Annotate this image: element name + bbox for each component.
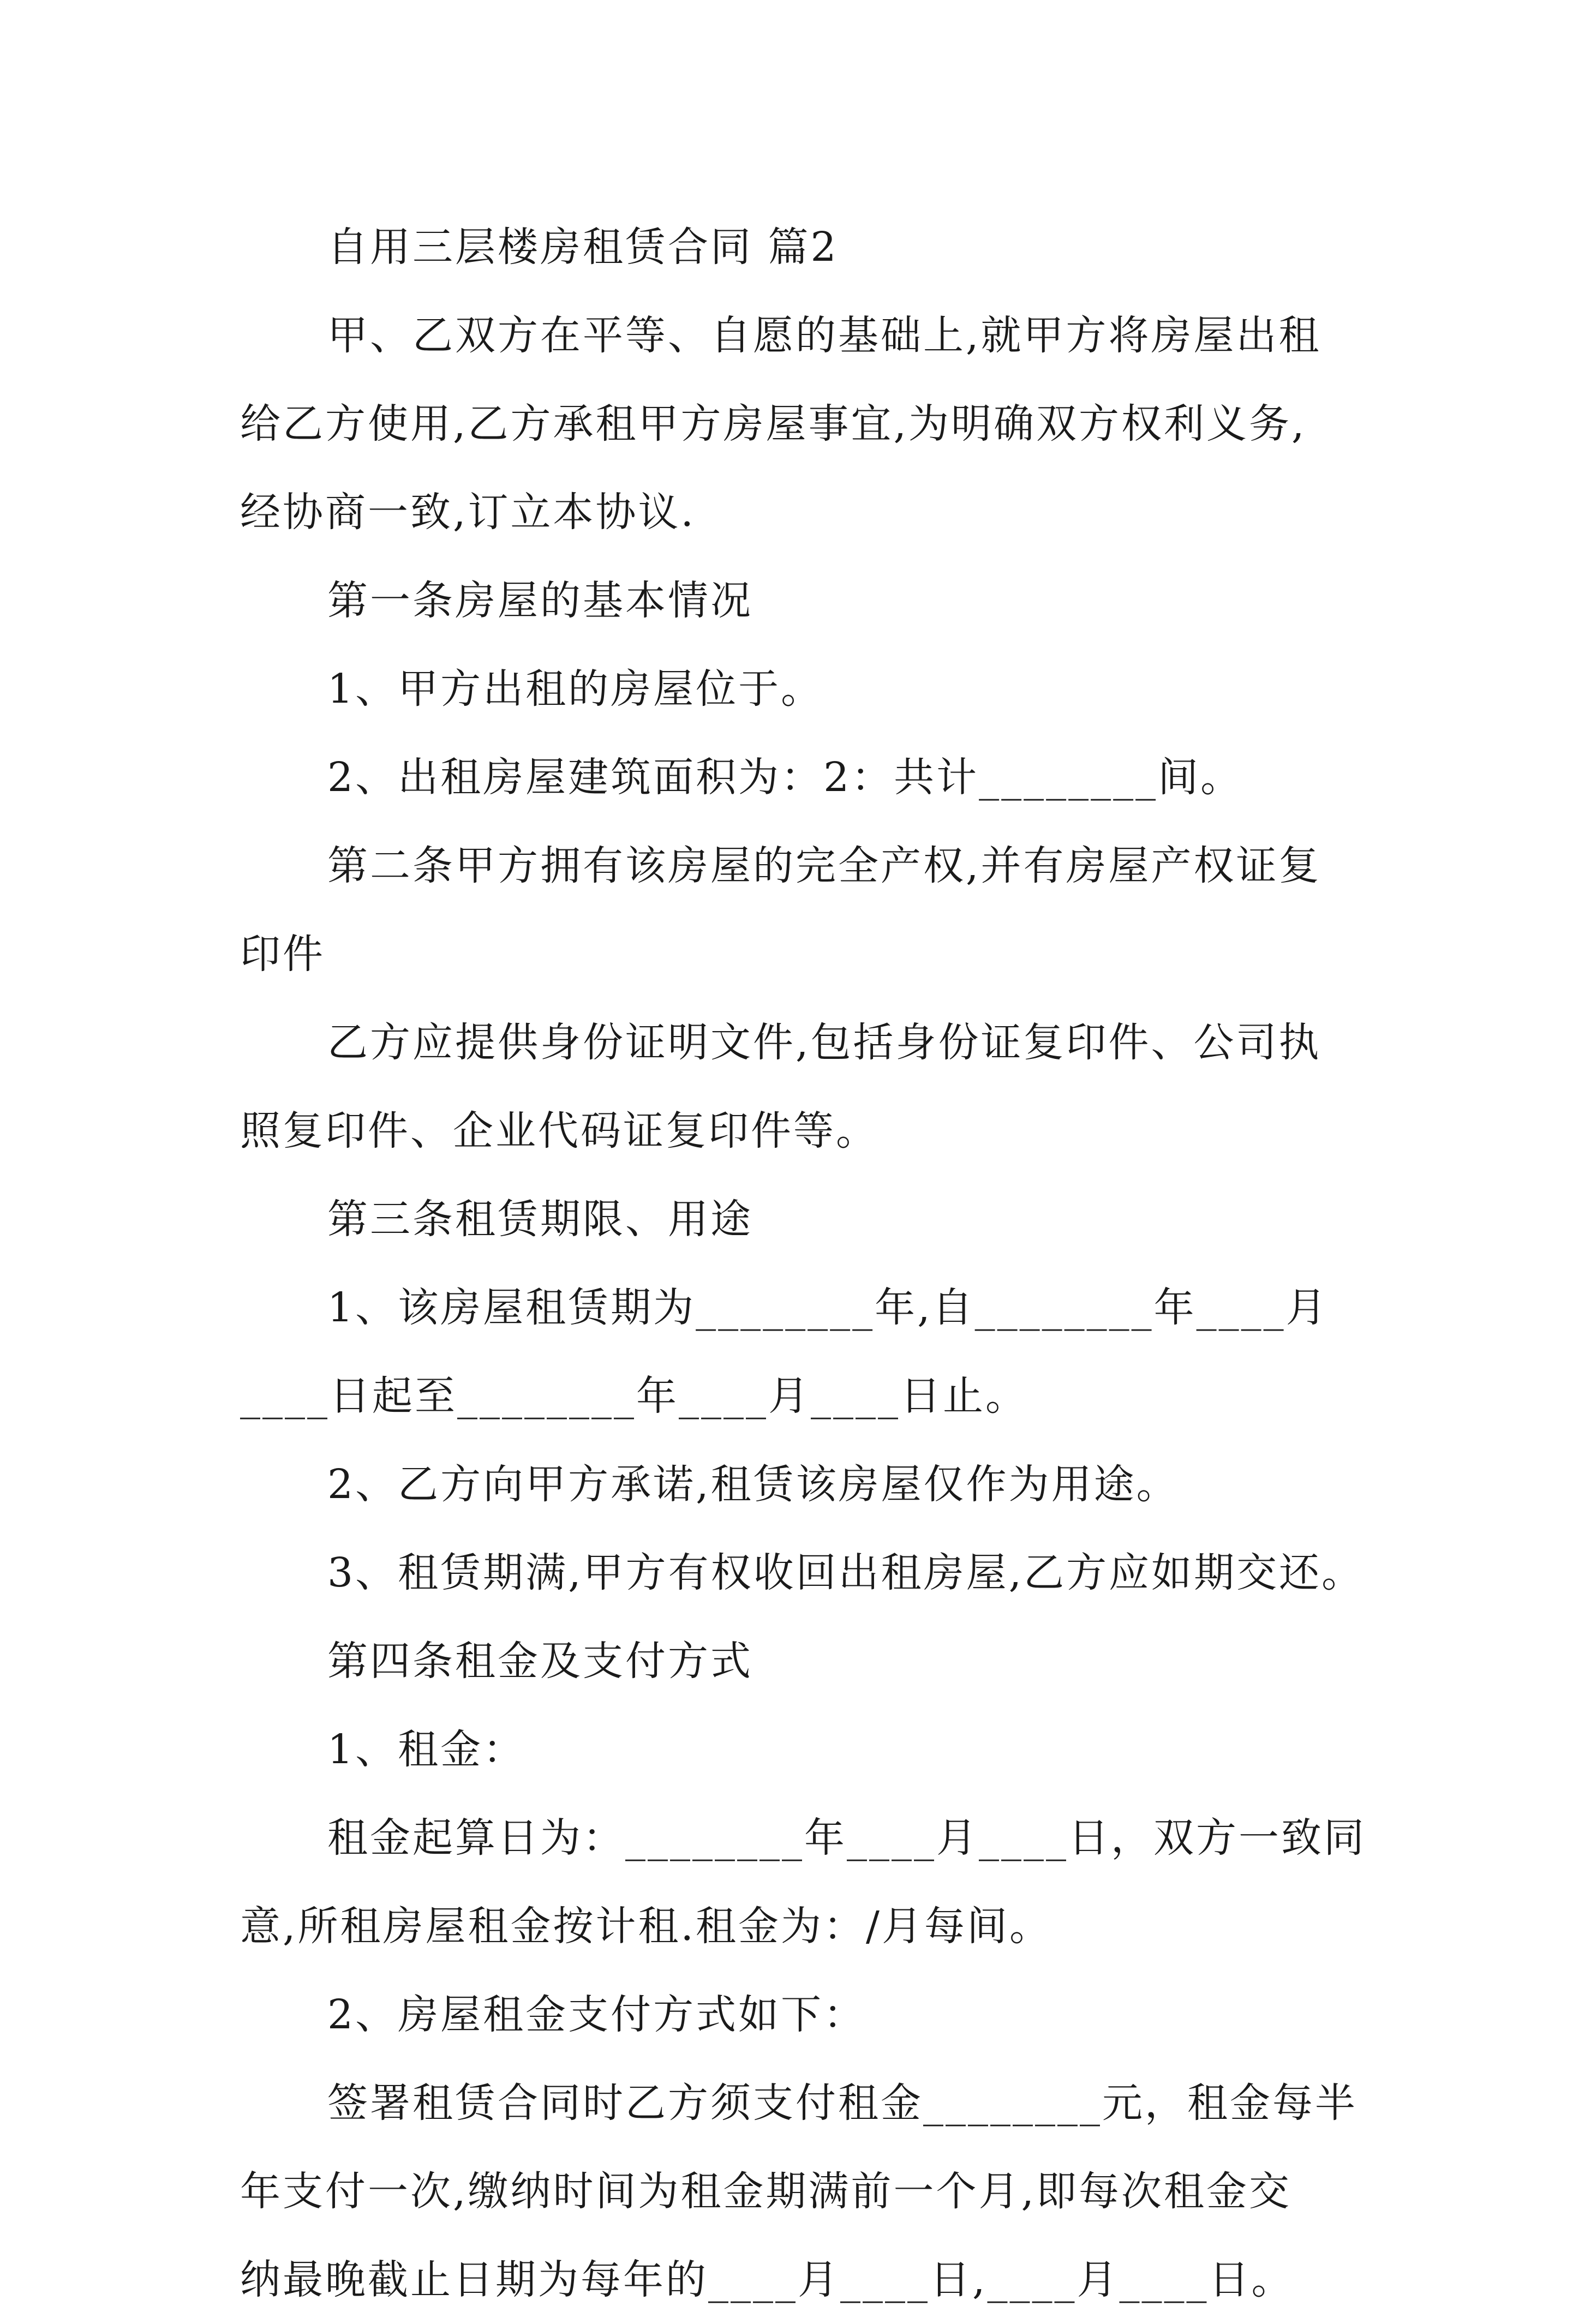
paragraph-line: 给乙方使用,乙方承租甲方房屋事宜,为明确双方权利义务, [240, 400, 1307, 447]
paragraph-line: 经协商一致,订立本协议. [240, 489, 696, 536]
paragraph-line: 签署租赁合同时乙方须支付租金________元，租金每半 [327, 2080, 1357, 2127]
section-heading: 第二条甲方拥有该房屋的完全产权,并有房屋产权证复 [327, 842, 1321, 889]
paragraph-line: ____日起至________年____月____日止。 [240, 1373, 1028, 1419]
paragraph-line: 2、乙方向甲方承诺,租赁该房屋仅作为用途。 [327, 1461, 1179, 1508]
paragraph-line: 照复印件、企业代码证复印件等。 [240, 1107, 878, 1154]
paragraph-line: 1、租金： [327, 1726, 526, 1773]
paragraph-line: 纳最晚截止日期为每年的____月____日,____月____日。 [240, 2256, 1294, 2303]
paragraph-line: 甲、乙双方在平等、自愿的基础上,就甲方将房屋出租 [327, 312, 1321, 359]
paragraph-line: 年支付一次,缴纳时间为租金期满前一个月,即每次租金交 [240, 2168, 1292, 2215]
section-heading: 第一条房屋的基本情况 [327, 577, 753, 624]
paragraph-line: 1、甲方出租的房屋位于。 [327, 666, 824, 712]
paragraph-line: 意,所租房屋租金按计租.租金为：/月每间。 [240, 1903, 1052, 1950]
paragraph-line: 3、租赁期满,甲方有权收回出租房屋,乙方应如期交还。 [327, 1549, 1365, 1596]
paragraph-line: 1、该房屋租赁期为________年,自________年____月 [327, 1284, 1329, 1331]
paragraph-line: 印件 [240, 931, 325, 978]
paragraph-line: 租金起算日为：________年____月____日，双方一致同 [327, 1814, 1366, 1861]
paragraph-line: 2、房屋租金支付方式如下： [327, 1991, 866, 2038]
document-body [240, 203, 1364, 2324]
section-heading: 第三条租赁期限、用途 [327, 1196, 753, 1243]
paragraph-line: 2、出租房屋建筑面积为：2：共计________间。 [327, 754, 1243, 801]
section-heading: 第四条租金及支付方式 [327, 1638, 753, 1685]
paragraph-line: 乙方应提供身份证明文件,包括身份证复印件、公司执 [327, 1019, 1321, 1066]
document-title: 自用三层楼房租赁合同 篇2 [327, 224, 839, 271]
